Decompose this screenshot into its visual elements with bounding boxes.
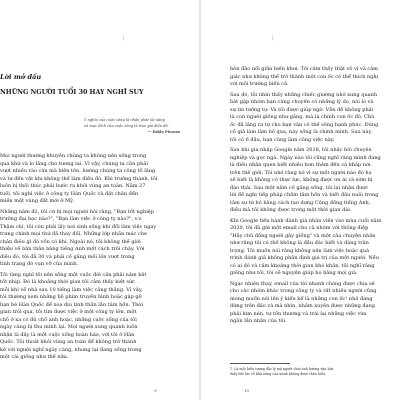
epigraph-author: — Pablo Picasso <box>147 130 180 134</box>
body-line: Khi Google tiến hành đánh giá nhân viên vào mùa cuối năm <box>230 217 382 224</box>
body-line: Ngạc nhiên thay, email của tôi nhanh chóng được chia sẻ <box>230 280 375 287</box>
right-page <box>200 0 400 400</box>
body-line: tốt nhịp. Đó là khoảng thời gian tôi cảm thấy kiệt sức <box>0 279 135 285</box>
body-line: gian trôi qua, tôi tìm được việc ở một công ty lớn, một <box>0 309 137 315</box>
body-line: nghiệp và gọc ngà. Ngày nào tôi cũng nghĩ rằng mình đang <box>230 154 381 161</box>
body-line: bạn bè Hàn Quốc để xoa dịu tinh thần lẫn tâm hồn. Thời <box>0 301 143 308</box>
page-number-right: 10 <box>244 388 250 393</box>
body-line: đào thải. Sau một năm cố gắng sống, tôi lại nhận được <box>230 184 369 191</box>
body-line: Tôi từng nghĩ tôi nên sống một cuộc đời cần phải nắm bắt <box>0 271 147 278</box>
body-line: Sau đó, tôi nhìn thấy những chiếc giường nhỏ xung quanh <box>230 91 378 98</box>
body-line: trên thế giới. Tôi nhớ rằng nó vì sự một người nào đó họ <box>230 169 372 176</box>
footnote <box>230 367 385 377</box>
left-body-text <box>0 153 184 362</box>
footnote-line: thấy bất lực về khả năng của mình không được thấu hiểu. <box>230 371 327 376</box>
body-line: Mọi người thường khuyên chúng ta không nên sống trong <box>0 153 147 159</box>
body-line: cho các nhóm khác trong công ty và rất nhiều người cũng <box>230 288 377 294</box>
body-line: Quốc. Tôi thoát khỏi vùng an toàn để không trở thành <box>0 339 137 345</box>
body-line: luôn bị thôi thúc phải bước ra khỏi vùng an toàn. Năm 27 <box>0 183 146 189</box>
body-line: chắn điều gì đó vốn có khi. Ngoài nó, tôi không thể giới <box>0 238 141 245</box>
body-line: có ai đó và cảm khoảng thời gian khó khăn, tôi nghĩ rằng <box>230 262 375 269</box>
body-line: là con người giống như gắng, mà là chính con ốc đó. Chú <box>230 114 375 120</box>
body-line: 2020, tôi đã gửi một email cho cả nhóm với thông điệp <box>230 225 369 231</box>
body-line: tâm sự từ bỏ bằng cách tạo dựng Cộng đồng tiếng Anh, <box>230 199 371 206</box>
body-line: điều đó, tôi đã 30 và phải cố gắng mỗi lần vượt trong <box>0 253 135 260</box>
body-line: ngày càng bị thu mình lại. Mọi người xung quanh luôn <box>0 324 138 330</box>
page-number-left: 9 <box>154 388 157 393</box>
body-line: tôi thường xem những bộ phim truyền hình hoặc gặp gỡ <box>0 294 142 300</box>
crop-mark: | <box>272 35 274 41</box>
body-line: quá khứ và lo lắng cho tương lai. Vì vậy, chúng ta cần phải <box>0 160 148 167</box>
body-line: điều mà tôi không được trong một thời gian dài. <box>230 207 352 213</box>
body-line: giác như không thể trở thành một con ốc có thể thích nghi <box>230 73 379 80</box>
body-line: là điều nhân quen biết nhiều hơn thêm đến cả khắp nơi <box>230 162 371 168</box>
body-line: cỗ giả làm làm bỏ qua, này sống là chính mình. Sau này, <box>230 129 373 135</box>
body-line: Thậm chí, tôi còn phải lấy nơi sinh sống khi đối làm việc ngay <box>0 223 157 230</box>
body-line: "Hãy chủ động người gây giống" và một câu chuyện nhân <box>230 232 376 239</box>
chapter-title: NHỮNG NGƯỜI TUỔI 30 HAY NGHĨ SUY <box>0 89 144 96</box>
body-line: trang chính mọi thứ đã thay đổi. Những lớp nhãn mác che <box>0 231 147 237</box>
epigraph-line: và mục đích của cuộc sống là trao gửi điều đó. <box>84 123 169 128</box>
body-line: một cái giống như thế nữa. <box>0 354 69 360</box>
body-line: Sau khi gia nhập Google năm 2018, tôi nhắc hỏi chuyên <box>230 147 372 153</box>
body-line: trọng. Tôi muốn nói rằng không nên làm việc hoặc quá <box>230 247 369 254</box>
body-line: giống như tôi, tôi sẽ nguyện giúp họ bằng mọi giá. <box>230 270 358 276</box>
body-line: sẽ biết là không có thực lực, không được ưu ái và sớm bị <box>230 177 373 183</box>
body-line: trình đánh giá không phân định giá trị của một người. Nếu <box>230 255 379 261</box>
body-line: tuổi, tôi nghỉ việc ở công ty Hàn Quốc và đặt chân đến <box>0 190 139 197</box>
body-line: kẻ với người nghĩ ngày càng, nhưng lại đang sống trong <box>0 346 142 353</box>
body-line: tình trạng đó vụn vỡ của mình. <box>0 261 79 267</box>
footnote-rule <box>230 363 290 364</box>
body-line: tôi có 6 đầu, bạn cũng làm công việc này. <box>230 136 335 143</box>
body-line: sự tin tưởng tự. Và tôi được giúp ngờ. Vẫn để không phải <box>230 106 374 113</box>
crop-mark: | <box>123 35 125 41</box>
body-line: phải kìm nén, tự tốn thương và trái lại những việc vừa <box>230 310 367 317</box>
body-line: trường đại học nào?", "Bạn làm việc ở công ty nào?", v.v. <box>0 216 143 222</box>
body-line: đứng trên đảo và mà nhìn, nhằm xuyên được những đang <box>230 303 376 309</box>
body-line: mong muốn nói lên ý kiến kể là những con ốc¹ nhỏ đang <box>230 295 373 302</box>
body-line: lời đề nghị tiếp pháp chấm tâm hồn và biết đấu nuôi trong <box>230 192 379 198</box>
body-line: bắt gặp nhóm bạn cùng chuyến có những lý do, nói lo và <box>230 99 374 105</box>
chapter-kicker: Lời mở đầu <box>0 73 42 81</box>
footnote-line: 1. Là một biểu tượng đặc lý mà người chịu ảnh hưởng văn hóa <box>230 367 334 371</box>
body-line: và tự đến vật khi không thể làm điều đó. Khi trưởng thành, tôi <box>0 175 158 182</box>
body-line: miền một vùng đất mới ở Mỹ. <box>0 198 75 204</box>
epigraph-line: Ý nghĩa của cuộc sống là nhận phát tài năng <box>84 118 165 122</box>
body-line: chỗ ở xa có đủ chỗ anh hoặc, những cuộc sống của tôi <box>0 316 137 323</box>
body-line: như rằng tôi có thể không là đầu đác biết và đáng trân <box>230 240 369 246</box>
body-line: ốc đã lắng ra tự cho bạn văn có thể sống hạnh phúc. Đúng <box>230 121 379 128</box>
right-body-text <box>230 66 384 326</box>
body-line: hòn đảo nổi giữa biển khơi. Tôi cảm thấy thật vô vị và cảm <box>230 66 378 72</box>
body-line: nhận là đây là một cuộc sống hoàn hảo, với tôi ở Hàn <box>0 331 135 338</box>
body-line: mỗi khi về nhà sau 10 tiếng làm việc căng thẳng. Vì vậy, <box>0 286 143 293</box>
body-line: vượt nhiều rào cản mà biên tôn, hướng chúng ta công tố lắng <box>0 168 156 174</box>
body-line: thiệu về bản thân bằng tiếng Anh một cách trôi chảy. Với <box>0 246 145 252</box>
body-line: Những năm đó, tôi cứ bị mọi người hỏi rằng, "Bạn tốt nghiệp <box>0 208 154 215</box>
body-line: với môi trường biển cả. <box>230 81 289 87</box>
epigraph <box>84 118 180 136</box>
body-line: ngắn lần nhận của tôi. <box>230 318 287 324</box>
